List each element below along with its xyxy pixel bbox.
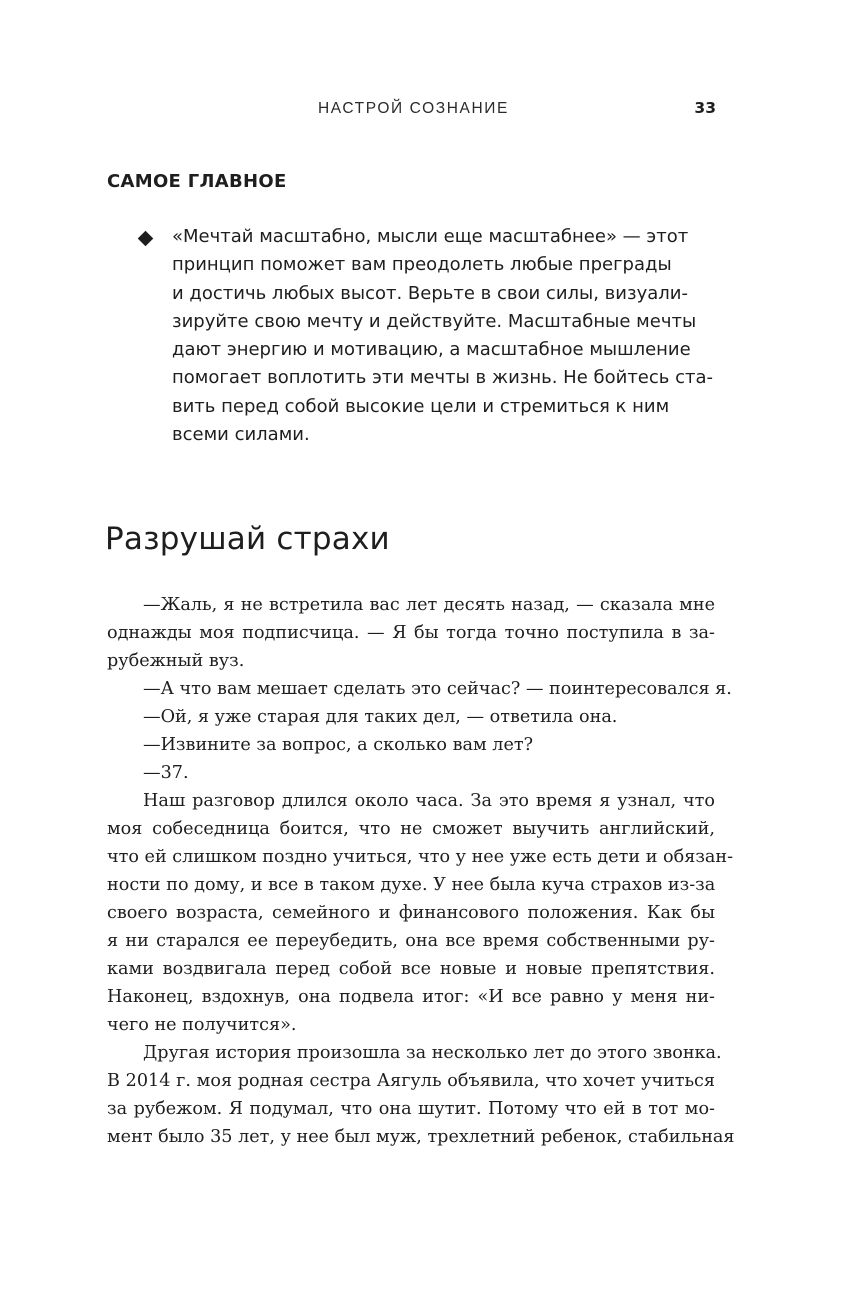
section-title: Разрушай страхи (105, 521, 390, 557)
body-line: я ни старался ее переубедить, она все время собственными ру- (107, 931, 715, 951)
body-line: —А что вам мешает сделать это сейчас? — поинтересовался я. (143, 679, 732, 699)
body-line: ности по дому, и все в таком духе. У нее была куча страхов из-за (107, 875, 716, 895)
body-line: Наконец, вздохнув, она подвела итог: «И все равно у меня ни- (107, 987, 715, 1007)
bullet-line: принцип поможет вам преодолеть любые преграды (172, 254, 672, 276)
body-line: своего возраста, семейного и финансового положения. Как бы (107, 903, 715, 923)
body-line: что ей слишком поздно учиться, что у нее уже есть дети и обязан- (107, 847, 734, 867)
bullet-line: зируйте свою мечту и действуйте. Масштабные мечты (172, 310, 697, 332)
body-line: —37. (143, 763, 189, 783)
body-line: Другая история произошла за несколько лет до этого звонка. (143, 1043, 722, 1063)
bullet-line: дают энергию и мотивацию, а масштабное мышление (172, 339, 691, 361)
summary-heading: САМОЕ ГЛАВНОЕ (107, 171, 287, 192)
body-line: ками воздвигала перед собой все новые и новые препятствия. (107, 959, 715, 979)
bullet-line: вить перед собой высокие цели и стремиться к ним (172, 395, 670, 417)
bullet-line: помогает воплотить эти мечты в жизнь. Не бойтесь ста- (172, 367, 714, 389)
body-line: —Жаль, я не встретила вас лет десять назад, — сказала мне (143, 595, 715, 615)
bullet-line: всеми силами. (172, 424, 310, 446)
body-line: Наш разговор длился около часа. За это время я узнал, что (143, 791, 715, 811)
page-number: 33 (694, 99, 716, 117)
body-line: В 2014 г. моя родная сестра Аягуль объявила, что хочет учиться (107, 1071, 715, 1091)
body-line: —Ой, я уже старая для таких дел, — ответила она. (143, 707, 618, 727)
body-line: моя собеседница боится, что не сможет выучить английский, (107, 819, 715, 839)
body-line: мент было 35 лет, у нее был муж, трехлетний ребенок, стабильная (107, 1127, 735, 1147)
bullet-line: и достичь любых высот. Верьте в свои силы, визуали- (172, 282, 688, 304)
body-line: чего не получится». (107, 1015, 297, 1035)
body-line: —Извините за вопрос, а сколько вам лет? (143, 735, 534, 755)
body-line: рубежный вуз. (107, 651, 245, 671)
diamond-bullet-icon (138, 231, 154, 247)
bullet-text (172, 223, 716, 449)
body-line: однажды моя подписчица. — Я бы тогда точно поступила в за- (107, 623, 715, 643)
bullet-line: «Мечтай масштабно, мысли еще масштабнее» — этот (172, 226, 689, 247)
body-line: за рубежом. Я подумал, что она шутит. Потому что ей в тот мо- (107, 1099, 715, 1119)
running-title: НАСТРОЙ СОЗНАНИЕ (318, 100, 509, 117)
